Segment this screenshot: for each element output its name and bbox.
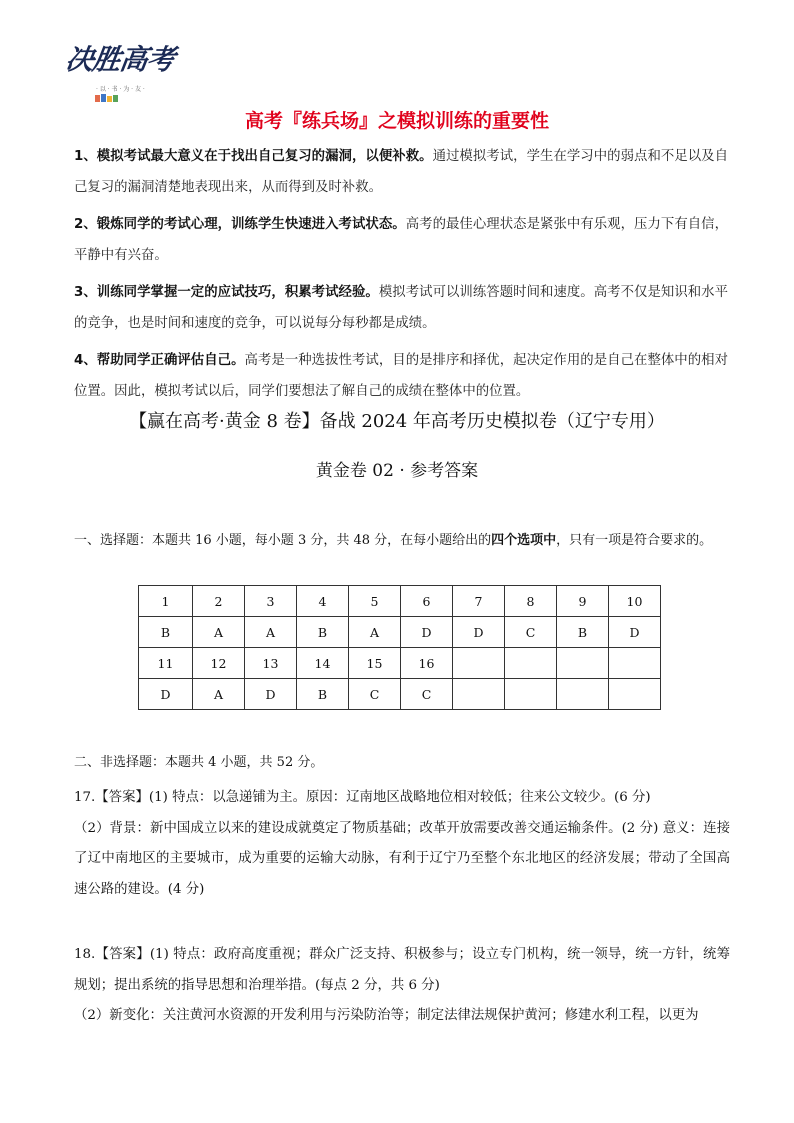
table-cell: 6	[401, 586, 453, 617]
section1-rest: ，只有一项是符合要求的。	[556, 533, 713, 548]
intro-text: 模拟考试可以训练答题时间和速度。高考不仅是知识和水平的竞争，也是时间和速度的竞争，可以说每分每秒都是成绩。	[74, 285, 728, 331]
intro-item-3	[74, 277, 728, 339]
section2-heading: 二、非选择题：本题共 4 小题，共 52 分。	[74, 755, 324, 770]
brand-logo	[63, 36, 177, 106]
q18-part-2: （2）新变化：关注黄河水资源的开发利用与污染防治等；制定法律法规保护黄河；修建水利工程，以更为	[74, 1008, 699, 1023]
intro-text: 高考是一种选拔性考试，目的是排序和择优，起决定作用的是自己在整体中的相对位置。因此，模拟考试以后，同学们要想法了解自己的成绩在整体中的位置。	[74, 353, 728, 399]
table-cell: B	[297, 679, 349, 710]
table-cell: A	[193, 617, 245, 648]
table-cell: 15	[349, 648, 401, 679]
exam-title: 【赢在高考·黄金 8 卷】备战 2024 年高考历史模拟卷（辽宁专用）	[129, 411, 665, 432]
table-cell: B	[297, 617, 349, 648]
table-cell: 3	[245, 586, 297, 617]
banner-title: 高考『练兵场』之模拟训练的重要性	[244, 110, 549, 132]
intro-item-1	[74, 141, 728, 203]
table-cell	[609, 679, 661, 710]
table-cell: 7	[453, 586, 505, 617]
table-cell: 11	[139, 648, 193, 679]
exam-subtitle: 黄金卷 02 · 参考答案	[315, 461, 479, 481]
q17-part-2: （2）背景：新中国成立以来的建设成就奠定了物质基础；改革开放需要改善交通运输条件。(2 分) 意义：连接了辽中南地区的主要城市，成为重要的运输大动脉，有利于辽宁乃至整个东北地区的经济发展；带动了全国高速公路的建设。(4 分)	[74, 820, 730, 897]
table-cell	[453, 679, 505, 710]
table-cell	[505, 648, 557, 679]
intro-lead: 4、帮助同学正确评估自己。	[74, 353, 245, 368]
intro-lead: 3、训练同学掌握一定的应试技巧，积累考试经验。	[74, 285, 379, 300]
table-cell	[453, 648, 505, 679]
table-row	[139, 679, 661, 710]
section1-emphasis: 四个选项中	[491, 533, 557, 548]
q18-part-1: 18.【答案】(1) 特点：政府高度重视；群众广泛支持、积极参与；设立专门机构，统一领导，统一方针，统筹规划；提出系统的指导思想和治理举措。(每点 2 分，共 6 分)	[74, 947, 730, 993]
table-cell: 5	[349, 586, 401, 617]
table-row	[139, 617, 661, 648]
question-18-answer	[74, 940, 730, 1032]
table-cell	[609, 648, 661, 679]
answer-table	[138, 585, 661, 710]
intro-item-2	[74, 209, 728, 271]
section1-heading	[74, 526, 724, 555]
logo-subtitle: · 以 · 书 · 为 · 友 ·	[96, 86, 145, 93]
table-cell: D	[139, 679, 193, 710]
table-cell	[505, 679, 557, 710]
intro-lead: 1、模拟考试最大意义在于找出自己复习的漏洞，以便补救。	[74, 149, 433, 164]
table-cell: 14	[297, 648, 349, 679]
table-cell: C	[349, 679, 401, 710]
table-cell: 1	[139, 586, 193, 617]
intro-section	[74, 141, 728, 413]
table-cell: 16	[401, 648, 453, 679]
intro-text: 高考的最佳心理状态是紧张中有乐观，压力下有自信，平静中有兴奋。	[74, 217, 728, 263]
question-17-answer	[74, 783, 730, 905]
table-cell: 8	[505, 586, 557, 617]
intro-lead: 2、锻炼同学的考试心理，训练学生快速进入考试状态。	[74, 217, 406, 232]
table-cell: 10	[609, 586, 661, 617]
table-row	[139, 648, 661, 679]
table-cell: 4	[297, 586, 349, 617]
q17-part-1: 17.【答案】(1) 特点：以急递铺为主。原因：辽南地区战略地位相对较低；往来公文较少。(6 分)	[74, 790, 651, 805]
table-row	[139, 586, 661, 617]
section1-lead: 一、选择题：本题共 16 小题，每小题 3 分，共 48 分，在每小题给出的	[74, 533, 492, 548]
table-cell: 9	[557, 586, 609, 617]
table-cell: A	[245, 617, 297, 648]
table-cell: D	[609, 617, 661, 648]
table-cell: D	[453, 617, 505, 648]
table-cell: C	[401, 679, 453, 710]
intro-item-4	[74, 345, 728, 407]
table-cell: 13	[245, 648, 297, 679]
books-icon	[94, 93, 120, 103]
table-cell: A	[193, 679, 245, 710]
table-cell: D	[401, 617, 453, 648]
table-cell: B	[557, 617, 609, 648]
table-cell: D	[245, 679, 297, 710]
table-cell	[557, 679, 609, 710]
table-cell	[557, 648, 609, 679]
table-cell: C	[505, 617, 557, 648]
table-cell: A	[349, 617, 401, 648]
table-cell: B	[139, 617, 193, 648]
table-cell: 2	[193, 586, 245, 617]
logo-text: 决胜高考	[63, 43, 177, 76]
table-cell: 12	[193, 648, 245, 679]
intro-text: 通过模拟考试，学生在学习中的弱点和不足以及自己复习的漏洞清楚地表现出来，从而得到及时补救。	[74, 149, 728, 195]
